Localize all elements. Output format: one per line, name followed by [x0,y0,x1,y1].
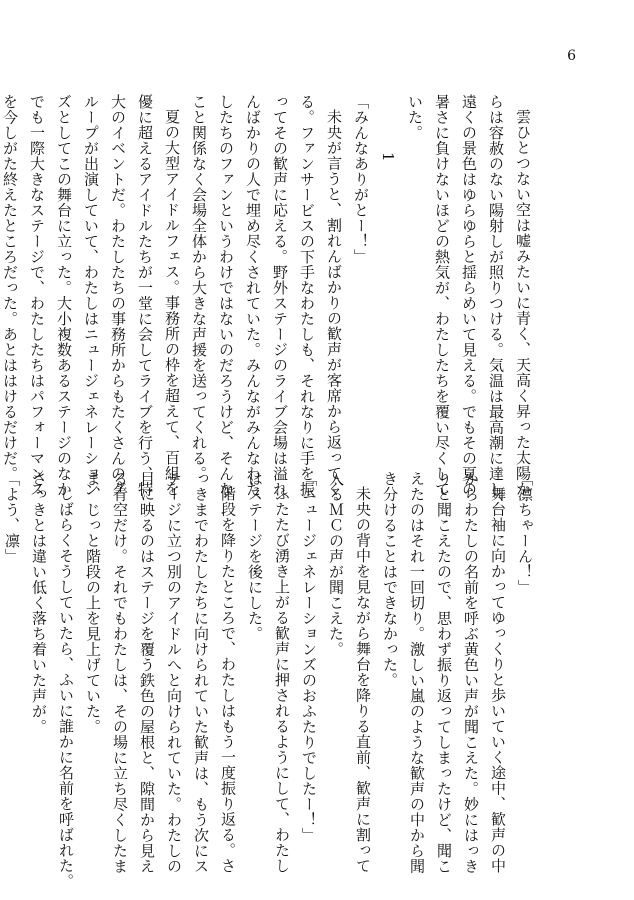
text-line: ってその歓声に応える。野外ステージのライブ会場は溢れ [271,94,289,497]
text-line: 「みんなありがとー！」 [352,94,370,265]
text-line: でも一際大きなステージで、わたしたちはパフォーマンス [28,94,46,497]
text-line: さっきとは違い低く落ち着いた声が。 [30,471,48,735]
text-line: 遠くの景色はゆらゆらと揺らめいて見える。でもその夏の [460,94,478,497]
text-line: 優に超えるアイドルたちが一堂に会してライブを行う、特 [136,94,154,497]
text-line: 夏の大型アイドルフェス。事務所の枠を超えて、百組を [163,109,181,497]
text-line: したちのファンというわけではないのだろうけど、そんな [217,94,235,497]
text-line: ま、じっと階段の上を見上げていた。 [84,471,102,735]
text-line: えたのはそれ一回切り。激しい嵐のような歓声の中から聞 [408,471,426,874]
text-line: っきまでわたしたちに向けられていた歓声は、もう次にス [192,471,210,874]
text-line: いた。 [406,94,424,141]
text-line: 雲ひとつない空は嘘みたいに青く、天高く昇った太陽か [514,109,532,497]
text-line: 大のイベントだ。わたしたちの事務所からもたくさんのグ [109,94,127,497]
text-line: 入るＭＣの声が聞こえた。 [327,471,345,657]
text-line: はステージを後にした。 [246,471,264,642]
text-line: き分けることはできなかった。 [381,471,399,688]
text-line: 「よう、凛」 [3,471,21,564]
text-line: らは容赦のない陽射しが照りつける。気温は最高潮に達し、 [487,94,505,513]
text-line: 未央の背中を見ながら舞台を降りる直前、歓声に割って [354,486,372,874]
text-line: 暑さに負けないほどの熱気が、わたしたちを覆い尽くして [433,94,451,497]
text-line: んばかりの人で埋め尽くされていた。みんながみんなわた [244,94,262,497]
text-line: 「凛ちゃーん！」 [516,471,534,595]
text-line: しばらくそうしていたら、ふいに誰かに名前を呼ばれた。 [57,486,75,889]
chapter-number: 1 [379,152,397,163]
text-line: テージに立つ別のアイドルへと向けられていた。わたしの [165,471,183,874]
text-line: 階段を降りたところで、わたしはもう一度振り返る。さ [219,486,237,874]
text-line: る。ファンサービスの下手なわたしも、それなりに手を振 [298,94,316,497]
text-line: 目に映るのはステージを覆う鉄色の屋根と、隙間から見え [138,471,156,874]
text-line: こと関係なく会場全体から大きな声援を送ってくれる。 [190,94,208,482]
lower-text-block [0,471,538,889]
text-line: 「ニュージェネレーションズのおふたりでしたー！」 [300,471,318,843]
text-line: を今しがた終えたところだった。あとははけるだけだ。 [1,94,19,482]
text-line: ループが出演していて、わたしはニュージェネレーション [82,94,100,497]
text-line: からわたしの名前を呼ぶ黄色い声が聞こえた。妙にはっき [462,471,480,874]
text-line: りと聞こえたので、思わず振り返ってしまったけど、聞こ [435,471,453,874]
text-line: ズとしてこの舞台に立った。大小複数あるステージのなか [55,94,73,497]
text-line: ふたたび湧き上がる歓声に押されるようにして、わたし [273,486,291,874]
page-number: 6 [567,48,576,64]
upper-text-block [0,94,536,513]
text-line: る青空だけ。それでもわたしは、その場に立ち尽くしたま [111,471,129,874]
text-line: 未央が言うと、割れんばかりの歓声が客席から返ってく [325,109,343,497]
text-line: 舞台袖に向かってゆっくりと歩いていく途中、歓声の中 [489,486,507,874]
